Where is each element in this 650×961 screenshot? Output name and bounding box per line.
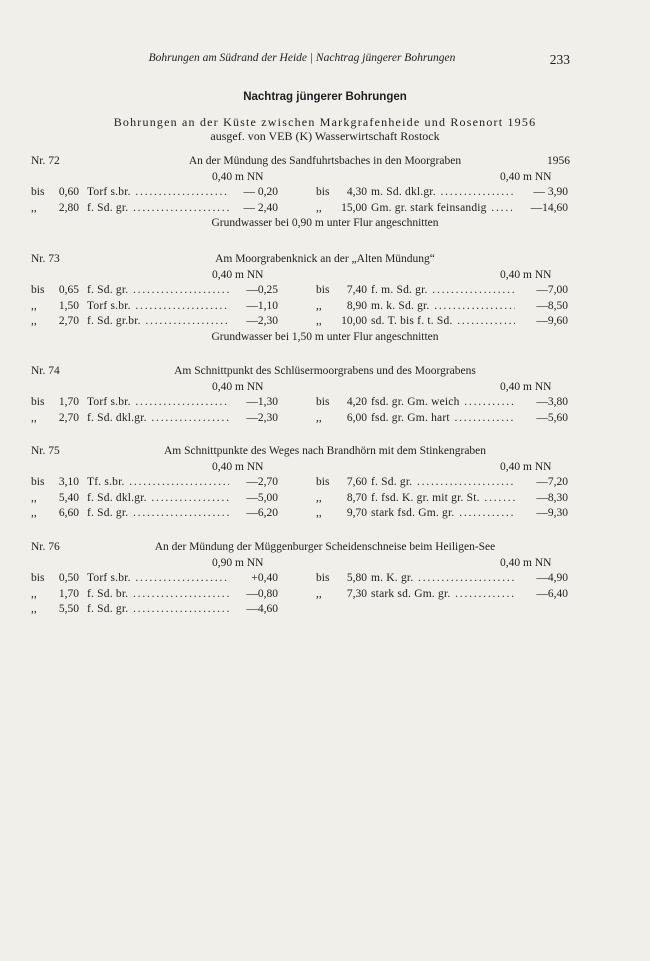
entry-number: Nr. 74: [31, 365, 60, 377]
row-description: f. Sd. gr. .....: [87, 603, 229, 615]
row-elevation: —0,80: [246, 587, 278, 600]
row-prefix: bis: [31, 396, 45, 408]
boring-row: [0, 492, 650, 507]
row-depth: 1,70: [58, 587, 79, 600]
right-unit: 0,40 m NN: [500, 170, 552, 183]
row-depth: 1,50: [58, 299, 79, 312]
row-elevation: —0,25: [246, 284, 278, 296]
right-unit: 0,40 m NN: [500, 460, 552, 473]
row-depth: 7,40: [346, 284, 367, 296]
row-description: stark fsd. Gm. gr. .....: [371, 507, 515, 519]
boring-entry: [0, 541, 650, 651]
row-elevation: —2,30: [246, 315, 278, 327]
row-description: f. Sd. dkl.gr. .....: [87, 492, 229, 504]
row-description: sd. T. bis f. t. Sd. .....: [371, 315, 515, 327]
boring-entry: [0, 445, 650, 555]
row-depth: 5,50: [58, 603, 79, 615]
boring-row: [0, 284, 650, 299]
row-prefix: bis: [31, 572, 45, 584]
row-prefix: ,,: [31, 507, 37, 519]
row-depth: 8,70: [346, 491, 367, 504]
row-description: f. m. Sd. gr. .....: [371, 284, 515, 296]
entry-year: 1956: [547, 155, 570, 167]
row-prefix: bis: [316, 476, 330, 488]
row-elevation: —1,10: [246, 299, 278, 312]
row-depth: 0,50: [58, 572, 79, 584]
entry-location: An der Mündung des Sandfuhrtsbaches in den Moorgraben: [188, 155, 462, 167]
boring-row: [0, 315, 650, 330]
groundwater-note: Grundwasser bei 1,50 m unter Flur angeschnitten: [211, 330, 439, 343]
row-depth: 5,80: [346, 572, 367, 584]
row-elevation: —2,70: [246, 476, 278, 488]
right-unit: 0,40 m NN: [500, 268, 552, 281]
row-elevation: —6,40: [536, 587, 568, 600]
row-prefix: ,,: [31, 201, 37, 214]
left-unit: 0,90 m NN: [212, 556, 264, 569]
row-prefix: ,,: [316, 201, 322, 214]
row-prefix: bis: [31, 476, 45, 488]
row-description: stark sd. Gm. gr. .....: [371, 588, 515, 600]
running-header: Bohrungen am Südrand der Heide | Nachtrag jüngerer Bohrungen: [148, 52, 456, 64]
entry-location: Am Moorgrabenknick an der „Alten Mündung“: [215, 253, 435, 265]
section-title: Nachtrag jüngerer Bohrungen: [243, 91, 407, 103]
row-prefix: bis: [31, 284, 45, 296]
row-depth: 8,90: [346, 299, 367, 312]
row-description: f. Sd. gr.br. .....: [87, 315, 229, 327]
row-depth: 9,70: [346, 507, 367, 519]
row-description: f. Sd. gr. .....: [87, 284, 229, 296]
row-elevation: —5,60: [536, 411, 568, 424]
row-depth: 7,30: [346, 587, 367, 600]
row-elevation: —2,30: [246, 411, 278, 424]
row-prefix: ,,: [316, 299, 322, 312]
row-description: fsd. gr. Gm. weich .....: [371, 396, 515, 408]
boring-row: [0, 186, 650, 201]
left-unit: 0,40 m NN: [212, 460, 264, 473]
row-description: m. k. Sd. gr. .....: [371, 300, 515, 312]
row-prefix: ,,: [316, 507, 322, 519]
row-description: f. Sd. gr. .....: [87, 507, 229, 519]
entry-location: Am Schnittpunkte des Weges nach Brandhörn mit dem Stinkengraben: [163, 445, 487, 457]
right-unit: 0,40 m NN: [500, 556, 552, 569]
row-depth: 3,10: [58, 476, 79, 488]
row-depth: 6,00: [346, 411, 367, 424]
row-description: Torf s.br. .....: [87, 572, 229, 584]
row-elevation: +0,40: [251, 572, 278, 584]
left-unit: 0,40 m NN: [212, 268, 264, 281]
row-depth: 1,70: [58, 396, 79, 408]
row-description: f. Sd. gr. .....: [87, 202, 229, 214]
row-depth: 0,65: [58, 284, 79, 296]
row-depth: 4,30: [346, 186, 367, 198]
row-depth: 0,60: [58, 186, 79, 198]
left-unit: 0,40 m NN: [212, 380, 264, 393]
row-prefix: bis: [31, 186, 45, 198]
row-prefix: bis: [316, 284, 330, 296]
row-description: m. K. gr. .....: [371, 572, 515, 584]
entry-number: Nr. 76: [31, 541, 60, 553]
entry-number: Nr. 73: [31, 253, 60, 265]
row-depth: 6,60: [58, 507, 79, 519]
row-depth: 15,00: [341, 201, 367, 214]
row-elevation: —7,20: [536, 476, 568, 488]
row-depth: 5,40: [58, 491, 79, 504]
boring-row: [0, 603, 650, 618]
row-prefix: bis: [316, 186, 330, 198]
row-depth: 2,70: [58, 411, 79, 424]
row-elevation: —4,90: [536, 572, 568, 584]
row-prefix: ,,: [31, 491, 37, 504]
boring-entry: [0, 253, 650, 363]
row-elevation: —8,30: [536, 491, 568, 504]
row-depth: 2,70: [58, 315, 79, 327]
row-prefix: ,,: [316, 491, 322, 504]
row-elevation: — 0,20: [243, 186, 278, 198]
boring-row: [0, 396, 650, 411]
boring-row: [0, 476, 650, 491]
row-elevation: — 2,40: [243, 201, 278, 214]
row-prefix: ,,: [316, 315, 322, 327]
row-elevation: —1,30: [246, 396, 278, 408]
row-elevation: —3,80: [536, 396, 568, 408]
row-elevation: —8,50: [536, 299, 568, 312]
row-prefix: ,,: [31, 411, 37, 424]
row-elevation: —5,00: [246, 491, 278, 504]
row-prefix: bis: [316, 396, 330, 408]
row-prefix: ,,: [31, 315, 37, 327]
row-description: m. Sd. dkl.gr. .....: [371, 186, 515, 198]
groundwater-note: Grundwasser bei 0,90 m unter Flur angeschnitten: [211, 217, 439, 229]
subtitle-line-2: ausgef. von VEB (K) Wasserwirtschaft Rostock: [210, 129, 440, 143]
boring-row: [0, 588, 650, 603]
boring-row: [0, 507, 650, 522]
row-description: Tf. s.br. .....: [87, 476, 229, 488]
row-elevation: —6,20: [246, 507, 278, 519]
entry-number: Nr. 75: [31, 445, 60, 457]
row-prefix: ,,: [316, 587, 322, 600]
boring-row: [0, 202, 650, 217]
row-description: f. Sd. gr. .....: [371, 476, 515, 488]
boring-entry: [0, 155, 650, 265]
row-elevation: —4,60: [246, 603, 278, 615]
row-elevation: — 3,90: [533, 186, 568, 198]
row-prefix: ,,: [31, 603, 37, 615]
row-elevation: —9,30: [536, 507, 568, 519]
entry-number: Nr. 72: [31, 155, 60, 167]
row-depth: 10,00: [341, 315, 367, 327]
row-description: f. Sd. dkl.gr. .....: [87, 412, 229, 424]
row-description: Torf s.br. .....: [87, 300, 229, 312]
boring-row: [0, 412, 650, 427]
row-description: f. Sd. br. .....: [87, 588, 229, 600]
row-prefix: ,,: [31, 587, 37, 600]
row-description: Torf s.br. .....: [87, 186, 229, 198]
row-prefix: ,,: [31, 299, 37, 312]
entry-location: Am Schnittpunkt des Schlüsermoorgrabens und des Moorgrabens: [174, 365, 476, 377]
left-unit: 0,40 m NN: [212, 170, 264, 183]
boring-row: [0, 300, 650, 315]
row-depth: 2,80: [58, 201, 79, 214]
row-depth: 4,20: [346, 396, 367, 408]
row-depth: 7,60: [346, 476, 367, 488]
entry-location: An der Mündung der Müggenburger Scheidenschneise beim Heiligen-See: [154, 541, 496, 553]
row-description: fsd. gr. Gm. hart .....: [371, 412, 515, 424]
row-prefix: ,,: [316, 411, 322, 424]
row-description: Torf s.br. .....: [87, 396, 229, 408]
row-elevation: —7,00: [536, 284, 568, 296]
row-prefix: bis: [316, 572, 330, 584]
row-description: Gm. gr. stark feinsandig .....: [371, 202, 515, 214]
page-number: 233: [549, 52, 570, 67]
subtitle-line-1: Bohrungen an der Küste zwischen Markgrafenheide und Rosenort 1956: [113, 115, 537, 129]
row-elevation: —9,60: [536, 315, 568, 327]
right-unit: 0,40 m NN: [500, 380, 552, 393]
row-elevation: —14,60: [530, 201, 568, 214]
boring-row: [0, 572, 650, 587]
row-description: f. fsd. K. gr. mit gr. St. .....: [371, 492, 515, 504]
